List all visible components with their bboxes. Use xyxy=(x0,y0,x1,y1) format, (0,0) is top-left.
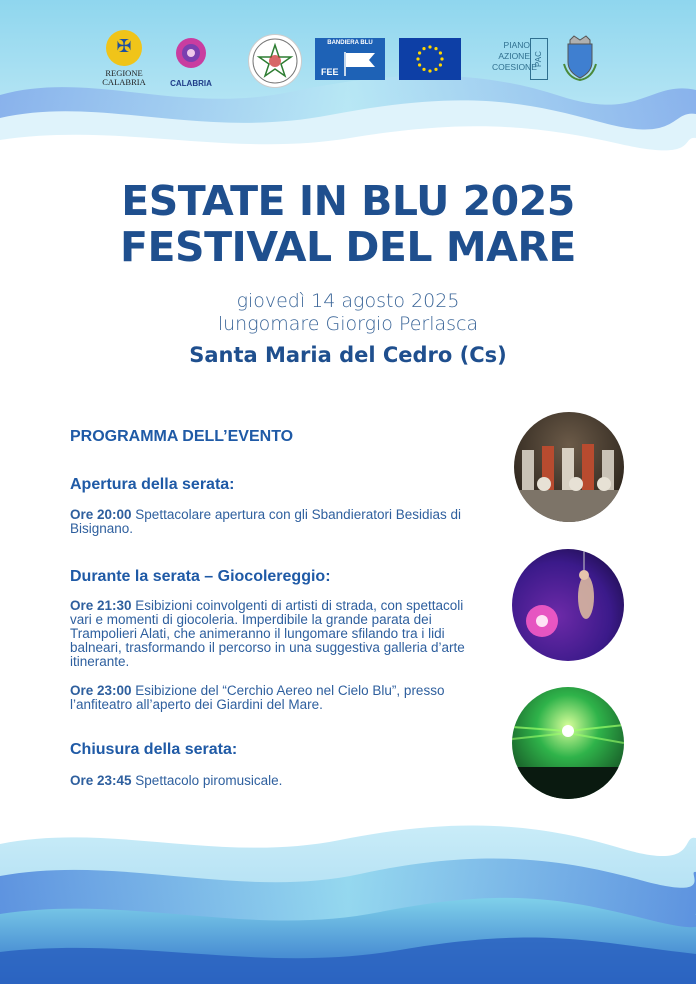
pac-line: COESIONE xyxy=(492,62,537,72)
closing-text: Spettacolo piromusicale. xyxy=(131,773,283,788)
title-line-2: FESTIVAL DEL MARE xyxy=(120,223,576,271)
pac-line: PIANO xyxy=(503,40,530,50)
regione-calabria-logo xyxy=(96,30,152,87)
opening-time: Ore 20:00 xyxy=(70,507,132,522)
during-item-2 xyxy=(70,684,470,712)
event-title xyxy=(0,178,696,270)
closing-heading: Chiusura della serata: xyxy=(70,741,238,758)
flag-icon xyxy=(341,50,381,76)
event-date: giovedì 14 agosto 2025 xyxy=(236,290,460,312)
during-item-1-text: Esibizioni coinvolgenti di artisti di strada, con spettacoli vari e momenti di giocoleria. Imperdibile la grande parata dei Trampolieri Alati, che animeranno il lungomare sfilando tra i lidi balneari, trasformando il percorso in una suggestiva galleria d’arte itinerante. xyxy=(70,598,465,669)
eu-flag-icon xyxy=(399,38,461,80)
pac-logo xyxy=(492,38,548,80)
fireworks-light-show-photo xyxy=(512,687,624,799)
opening-heading: Apertura della serata: xyxy=(70,476,235,493)
aerial-performer-photo xyxy=(512,549,624,661)
event-place: Santa Maria del Cedro (Cs) xyxy=(189,343,507,367)
event-venue: lungomare Giorgio Perlasca xyxy=(217,313,479,335)
pac-box-label: PAC xyxy=(530,38,548,80)
pac-line: AZIONE xyxy=(498,51,530,61)
flag-wavers-photo xyxy=(514,412,624,522)
calabria-crest-icon: ✠ xyxy=(106,30,142,66)
bottom-wave-decoration xyxy=(0,814,696,984)
sponsor-logos xyxy=(0,28,696,98)
calabria-brand-label: CALABRIA xyxy=(170,79,212,88)
opening-paragraph xyxy=(70,508,470,536)
fee-label: FEE xyxy=(321,67,339,77)
during-item-1 xyxy=(70,599,470,669)
during-item-2-text: Esibizione del “Cerchio Aereo nel Cielo Blu”, presso l’anfiteatro all’aperto dei Giardini del Mare. xyxy=(70,683,445,712)
during-item-1-time: Ore 21:30 xyxy=(70,598,132,613)
closing-time: Ore 23:45 xyxy=(70,773,132,788)
during-item-2-time: Ore 23:00 xyxy=(70,683,132,698)
regione-calabria-label: REGIONE CALABRIA xyxy=(102,68,146,87)
calabria-sun-icon xyxy=(174,36,208,70)
bandiera-blu-label: BANDIERA BLU xyxy=(327,40,373,46)
calabria-brand-logo xyxy=(166,36,216,88)
closing-paragraph xyxy=(70,774,470,788)
repubblica-italiana-emblem-icon xyxy=(248,34,302,88)
during-heading: Durante la serata – Giocolereggio: xyxy=(70,568,331,585)
title-line-1: ESTATE IN BLU 2025 xyxy=(121,177,575,225)
opening-text: Spettacolare apertura con gli Sbandieratori Besidias di Bisignano. xyxy=(70,507,461,536)
comune-crest-icon xyxy=(560,34,600,82)
bandiera-blu-logo xyxy=(315,38,385,80)
pac-text xyxy=(492,40,537,73)
program-heading: PROGRAMMA DELL’EVENTO xyxy=(70,428,294,445)
